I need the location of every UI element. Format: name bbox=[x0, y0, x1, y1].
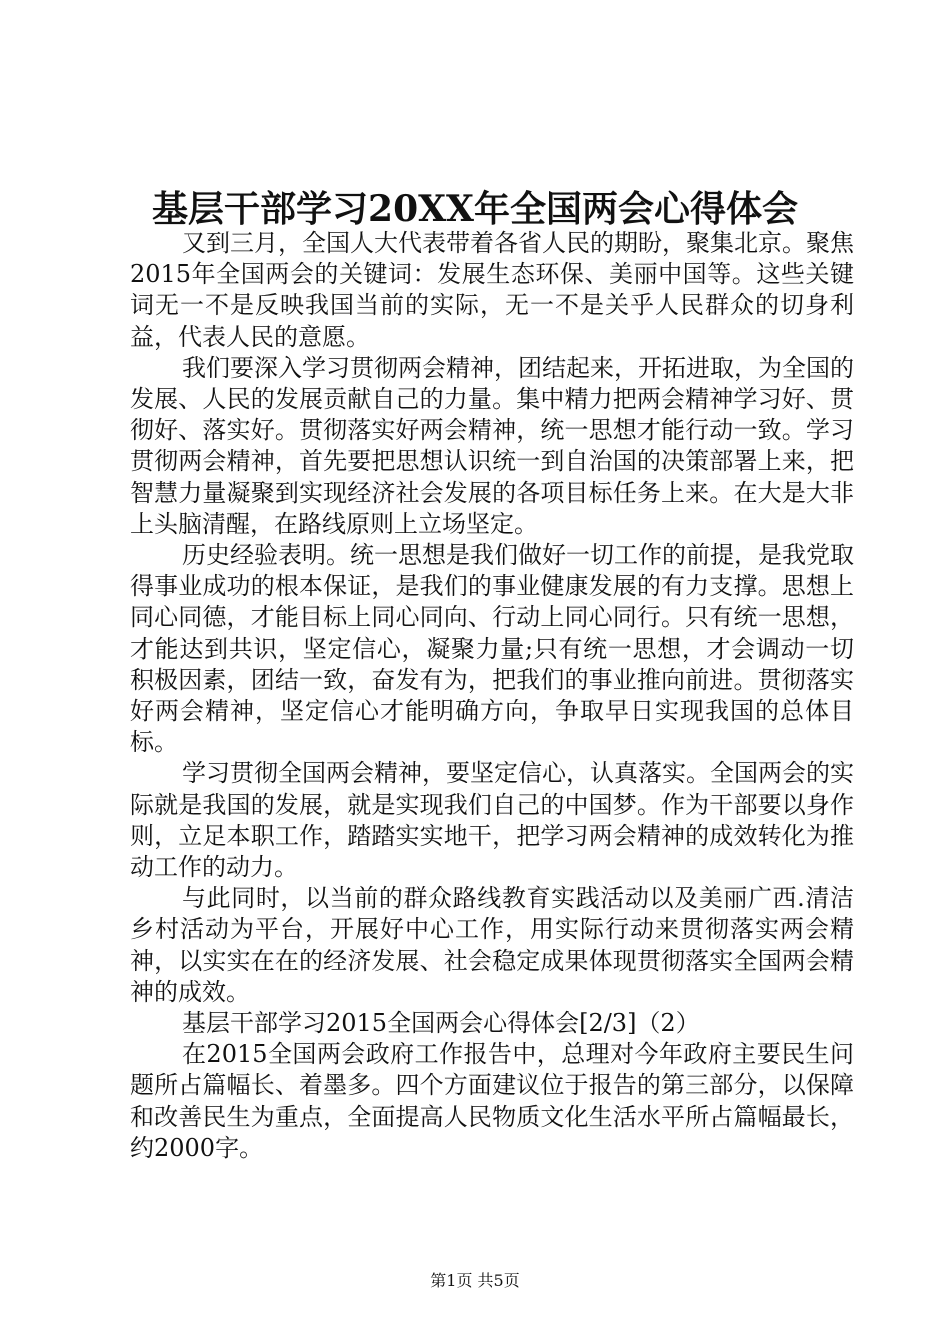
paragraph-6: 在2015全国两会政府工作报告中，总理对今年政府主要民生问题所占篇幅长、着墨多。四个方面建议位于报告的第三部分，以保障和改善民生为重点，全面提高人民物质文化生活水平所占篇幅最长，约2000字。 bbox=[130, 1040, 854, 1162]
section-heading: 基层干部学习2015全国两会心得体会[2/3]（2） bbox=[182, 1009, 700, 1038]
paragraph-4: 学习贯彻全国两会精神，要坚定信心，认真落实。全国两会的实际就是我国的发展，就是实现我们自己的中国梦。作为干部要以身作则，立足本职工作，踏踏实实地干，把学习两会精神的成效转化为推动工作的动力。 bbox=[130, 759, 854, 882]
document-title: 基层干部学习20XX年全国两会心得体会 bbox=[152, 188, 798, 230]
paragraph-1: 又到三月，全国人大代表带着各省人民的期盼，聚集北京。聚焦2015年全国两会的关键词：发展生态环保、美丽中国等。这些关键词无一不是反映我国当前的实际，无一不是关乎人民群众的切身利益，代表人民的意愿。 bbox=[130, 229, 854, 351]
paragraph-2: 我们要深入学习贯彻两会精神，团结起来，开拓进取，为全国的发展、人民的发展贡献自己的力量。集中精力把两会精神学习好、贯彻好、落实好。贯彻落实好两会精神，统一思想才能行动一致。学习贯彻两会精神，首先要把思想认识统一到自治国的决策部署上来，把智慧力量凝聚到实现经济社会发展的各项目标任务上来。在大是大非上头脑清醒，在路线原则上立场坚定。 bbox=[130, 353, 854, 538]
paragraph-5: 与此同时，以当前的群众路线教育实践活动以及美丽广西.清洁乡村活动为平台，开展好中心工作，用实际行动来贯彻落实两会精神，以实实在在的经济发展、社会稳定成果体现贯彻落实全国两会精神的成效。 bbox=[130, 884, 854, 1006]
paragraph-3: 历史经验表明。统一思想是我们做好一切工作的前提，是我党取得事业成功的根本保证，是我们的事业健康发展的有力支撑。思想上同心同德，才能目标上同心同向、行动上同心同行。只有统一思想，才能达到共识，坚定信心，凝聚力量;只有统一思想，才会调动一切积极因素，团结一致，奋发有为，把我们的事业推向前进。贯彻落实好两会精神，坚定信心才能明确方向，争取早日实现我国的总体目标。 bbox=[130, 541, 854, 757]
page-footer: 第1页 共5页 bbox=[430, 1271, 520, 1290]
document-body bbox=[130, 228, 854, 1164]
